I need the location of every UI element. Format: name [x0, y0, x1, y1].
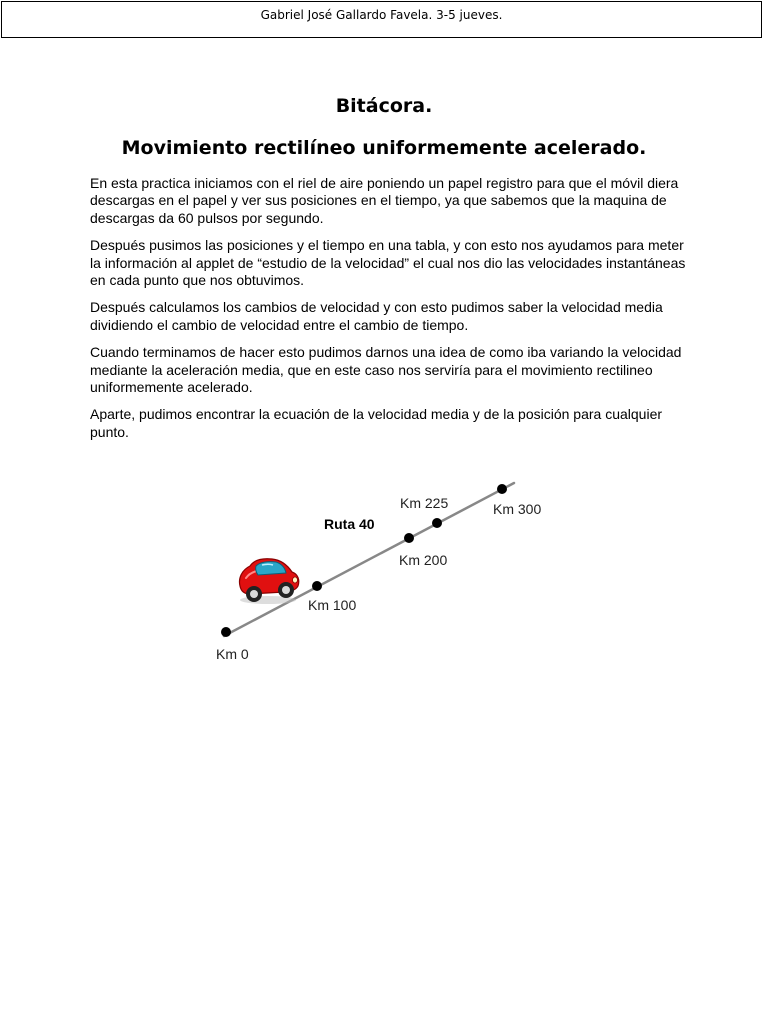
route-figure [200, 470, 560, 680]
header-box [1, 1, 762, 38]
point-km-300 [497, 484, 507, 494]
paragraph-1: En esta practica iniciamos con el riel de aire poniendo un papel registro para que el móvil diera descargas en el papel y ver sus posiciones en el tiempo, ya que sabemos que la maquina de descargas da 60 pulsos por segundo. [90, 175, 679, 226]
paragraph-2: Después pusimos las posiciones y el tiempo en una tabla, y con esto nos ayudamos para meter la información al applet de “estudio de la velocidad” el cual nos dio las velocidades instantáneas en cada punto que nos obtuvimos. [90, 237, 686, 289]
paragraph-3: Después calculamos los cambios de velocidad y con esto pudimos saber la velocidad media dividiendo el cambio de velocidad entre el cambio de tiempo. [90, 299, 663, 333]
point-km-0 [221, 627, 231, 637]
label-km-0: Km 0 [216, 646, 249, 662]
label-km-225: Km 225 [400, 495, 449, 511]
point-km-225 [432, 518, 442, 528]
document-subtitle: Movimiento rectilíneo uniformemente acelerado. [121, 137, 647, 159]
label-km-300: Km 300 [493, 501, 542, 517]
body-text [90, 175, 690, 451]
paragraph-5: Aparte, pudimos encontrar la ecuación de la velocidad media y de la posición para cualquier punto. [90, 406, 663, 440]
paragraph-4: Cuando terminamos de hacer esto pudimos darnos una idea de como iba variando la velocidad mediante la aceleración media, que en este caso nos serviría para el movimiento rectilineo uniformemente acelerado. [90, 344, 682, 396]
document-title: Bitácora. [335, 95, 433, 117]
label-km-100: Km 100 [308, 597, 357, 613]
car-icon [239, 559, 298, 604]
route-label: Ruta 40 [324, 516, 375, 532]
point-km-100 [312, 581, 322, 591]
label-km-200: Km 200 [399, 552, 448, 568]
point-km-200 [404, 533, 414, 543]
header-text: Gabriel José Gallardo Favela. 3-5 jueves. [260, 8, 503, 22]
